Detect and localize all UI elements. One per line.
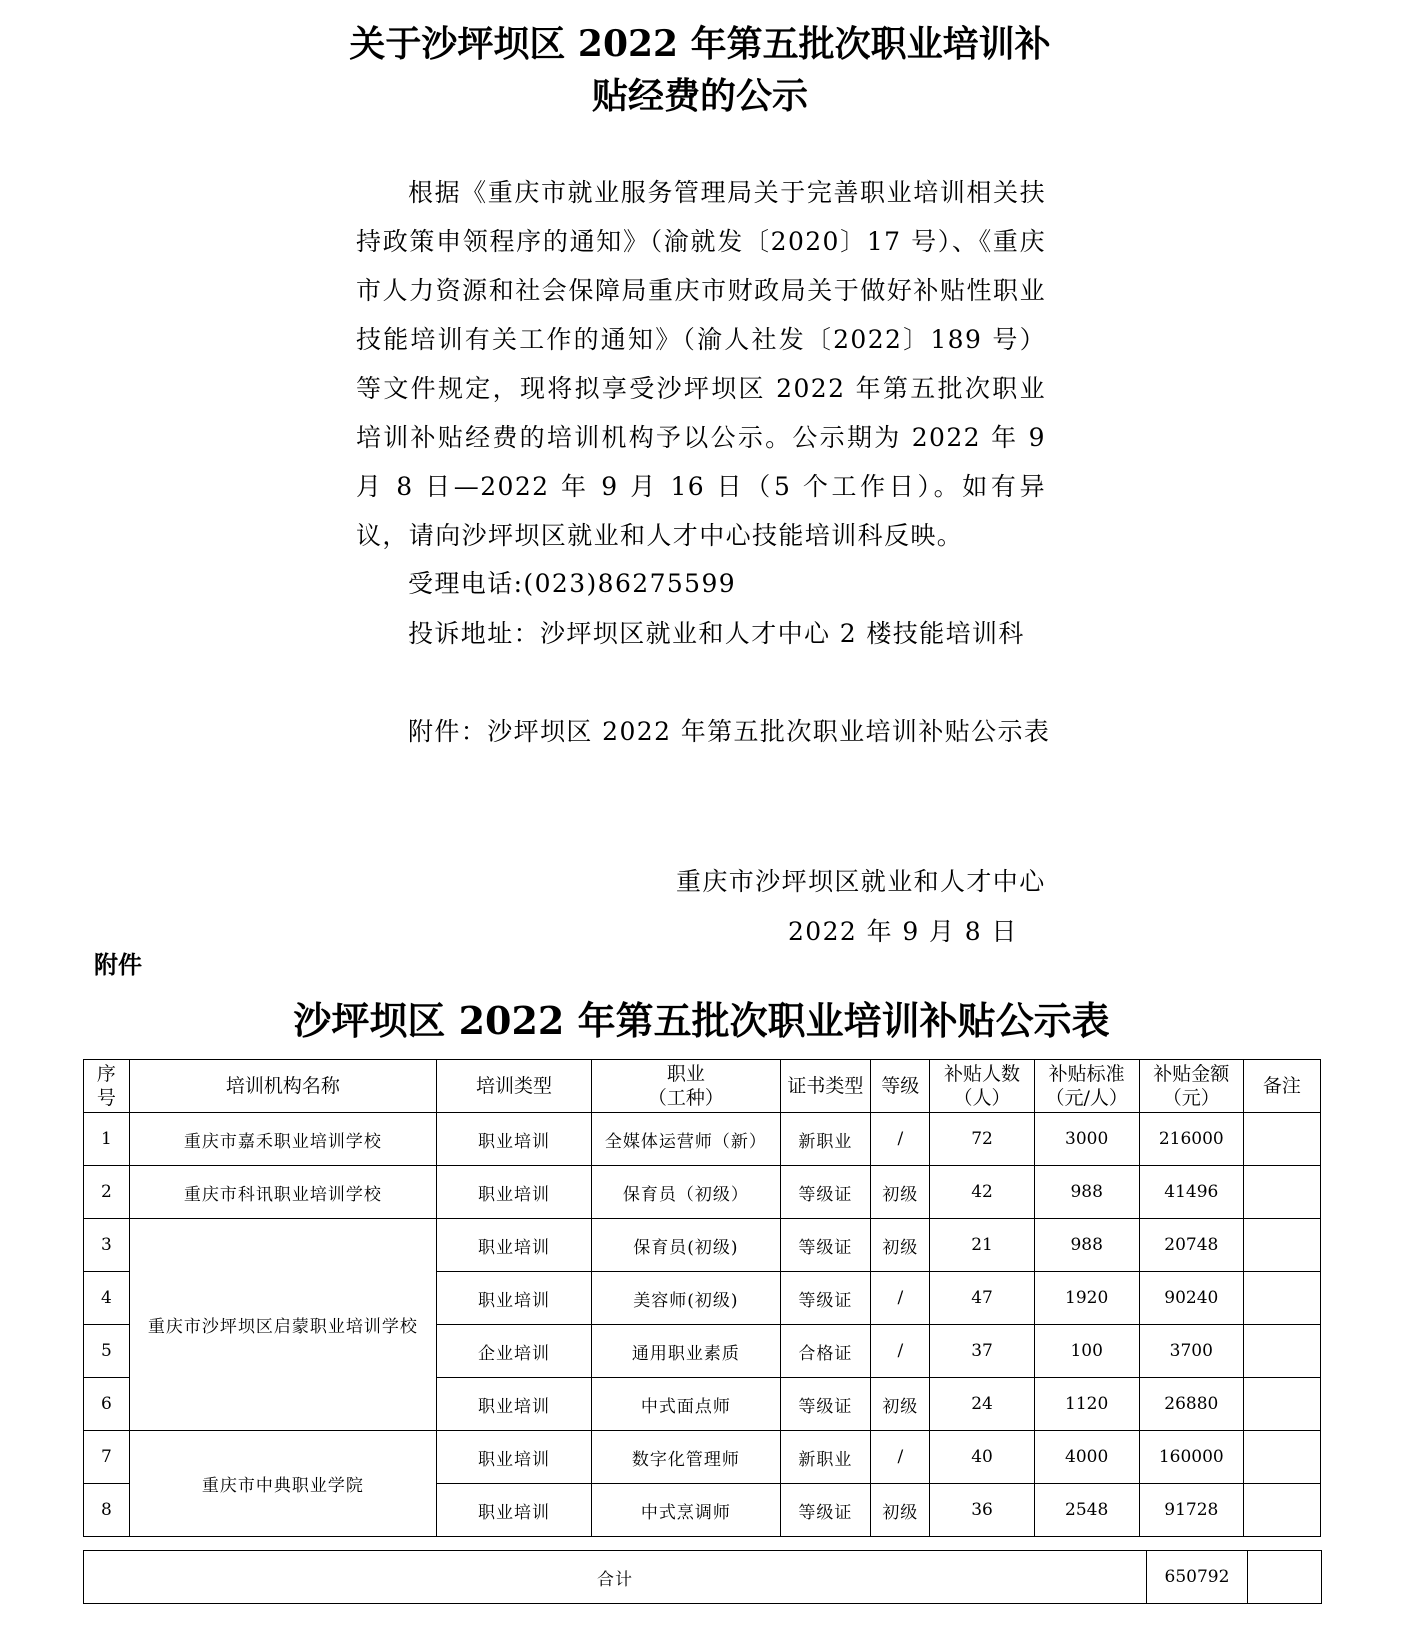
cell-training-type: 职业培训 [436, 1431, 591, 1484]
cell-count: 42 [930, 1166, 1034, 1219]
cell-occupation: 保育员（初级） [592, 1166, 780, 1219]
cell-occupation: 美容师(初级) [592, 1272, 780, 1325]
hotline-text: 受理电话:(023)86275599 [408, 569, 737, 598]
table-title: 沙坪坝区 2022 年第五批次职业培训补贴公示表 [293, 998, 1110, 1043]
cell-remark [1243, 1166, 1320, 1219]
header-count: 补贴人数 （人） [930, 1060, 1034, 1113]
cell-level: 初级 [871, 1378, 930, 1431]
cell-occupation: 全媒体运营师（新） [592, 1113, 780, 1166]
cell-level: / [871, 1113, 930, 1166]
cell-standard: 988 [1034, 1166, 1139, 1219]
cell-standard: 3000 [1034, 1113, 1139, 1166]
cell-occupation: 保育员(初级) [592, 1219, 780, 1272]
cell-amount: 216000 [1139, 1113, 1243, 1166]
cell-remark [1243, 1113, 1320, 1166]
cell-institution: 重庆市中典职业学院 [129, 1431, 436, 1537]
table-row [84, 1219, 1321, 1272]
notice-body-paragraph: 根据《重庆市就业服务管理局关于完善职业培训相关扶持政策申领程序的通知》（渝就发〔2020〕17 号）、《重庆市人力资源和社会保障局重庆市财政局关于做好补贴性职业技能培训有关工作的通知》（渝人社发〔2022〕189 号）等文件规定，现将拟享受沙坪坝区 2022 年第五批次职业培训补贴经费的培训机构予以公示。公示期为 2022 年 9 月 8 日—2022 年 9 月 16 日（5 个工作日）。如有异议，请向沙坪坝区就业和人才中心技能培训科反映。 [356, 178, 1046, 550]
table-header-row [84, 1060, 1321, 1113]
cell-certificate: 等级证 [780, 1378, 871, 1431]
cell-amount: 20748 [1139, 1219, 1243, 1272]
cell-count: 21 [930, 1219, 1034, 1272]
cell-level: 初级 [871, 1166, 930, 1219]
attachment-label: 附件 [94, 951, 142, 979]
cell-certificate: 新职业 [780, 1113, 871, 1166]
cell-certificate: 等级证 [780, 1219, 871, 1272]
subsidy-table [83, 1059, 1321, 1537]
notice-title-line-2: 贴经费的公示 [591, 75, 808, 117]
cell-amount: 160000 [1139, 1431, 1243, 1484]
cell-count: 47 [930, 1272, 1034, 1325]
cell-count: 24 [930, 1378, 1034, 1431]
total-table [83, 1550, 1322, 1604]
total-amount: 650792 [1147, 1551, 1248, 1604]
header-level: 等级 [871, 1060, 930, 1113]
cell-seq: 2 [84, 1166, 130, 1219]
table-row [84, 1431, 1321, 1484]
issuer-name: 重庆市沙坪坝区就业和人才中心 [676, 867, 1046, 896]
cell-standard: 2548 [1034, 1484, 1139, 1537]
cell-remark [1243, 1325, 1320, 1378]
cell-certificate: 等级证 [780, 1272, 871, 1325]
cell-amount: 90240 [1139, 1272, 1243, 1325]
table-row [84, 1113, 1321, 1166]
cell-training-type: 职业培训 [436, 1113, 591, 1166]
cell-level: / [871, 1325, 930, 1378]
cell-standard: 988 [1034, 1219, 1139, 1272]
total-remark [1248, 1551, 1322, 1604]
header-standard: 补贴标准 （元/人） [1034, 1060, 1139, 1113]
cell-certificate: 等级证 [780, 1484, 871, 1537]
attachment-note: 附件：沙坪坝区 2022 年第五批次职业培训补贴公示表 [408, 717, 1051, 746]
cell-count: 37 [930, 1325, 1034, 1378]
cell-training-type: 职业培训 [436, 1378, 591, 1431]
notice-title [340, 18, 1060, 122]
cell-seq: 5 [84, 1325, 130, 1378]
cell-occupation: 通用职业素质 [592, 1325, 780, 1378]
cell-institution: 重庆市沙坪坝区启蒙职业培训学校 [129, 1219, 436, 1431]
cell-seq: 7 [84, 1431, 130, 1484]
cell-training-type: 企业培训 [436, 1325, 591, 1378]
cell-count: 36 [930, 1484, 1034, 1537]
header-amount: 补贴金额 （元） [1139, 1060, 1243, 1113]
cell-standard: 1920 [1034, 1272, 1139, 1325]
total-label: 合计 [84, 1551, 1147, 1604]
header-seq: 序 号 [84, 1060, 130, 1113]
cell-certificate: 等级证 [780, 1166, 871, 1219]
cell-remark [1243, 1378, 1320, 1431]
header-certificate: 证书类型 [780, 1060, 871, 1113]
cell-training-type: 职业培训 [436, 1484, 591, 1537]
cell-occupation: 中式烹调师 [592, 1484, 780, 1537]
cell-count: 72 [930, 1113, 1034, 1166]
cell-remark [1243, 1272, 1320, 1325]
cell-seq: 3 [84, 1219, 130, 1272]
cell-training-type: 职业培训 [436, 1272, 591, 1325]
cell-seq: 4 [84, 1272, 130, 1325]
cell-seq: 8 [84, 1484, 130, 1537]
cell-level: / [871, 1272, 930, 1325]
header-institution: 培训机构名称 [129, 1060, 436, 1113]
cell-institution: 重庆市嘉禾职业培训学校 [129, 1113, 436, 1166]
total-row [84, 1551, 1322, 1604]
cell-training-type: 职业培训 [436, 1219, 591, 1272]
complaint-address-text: 投诉地址：沙坪坝区就业和人才中心 2 楼技能培训科 [408, 619, 1025, 648]
cell-occupation: 数字化管理师 [592, 1431, 780, 1484]
cell-standard: 100 [1034, 1325, 1139, 1378]
cell-remark [1243, 1219, 1320, 1272]
header-training-type: 培训类型 [436, 1060, 591, 1113]
cell-remark [1243, 1484, 1320, 1537]
cell-seq: 6 [84, 1378, 130, 1431]
cell-occupation: 中式面点师 [592, 1378, 780, 1431]
cell-level: 初级 [871, 1484, 930, 1537]
cell-remark [1243, 1431, 1320, 1484]
cell-seq: 1 [84, 1113, 130, 1166]
cell-amount: 41496 [1139, 1166, 1243, 1219]
cell-level: / [871, 1431, 930, 1484]
cell-amount: 91728 [1139, 1484, 1243, 1537]
cell-level: 初级 [871, 1219, 930, 1272]
header-occupation: 职业 （工种） [592, 1060, 780, 1113]
cell-standard: 4000 [1034, 1431, 1139, 1484]
cell-training-type: 职业培训 [436, 1166, 591, 1219]
issue-date: 2022 年 9 月 8 日 [788, 917, 1018, 946]
cell-certificate: 合格证 [780, 1325, 871, 1378]
cell-count: 40 [930, 1431, 1034, 1484]
cell-institution: 重庆市科讯职业培训学校 [129, 1166, 436, 1219]
table-row [84, 1166, 1321, 1219]
header-remark: 备注 [1243, 1060, 1320, 1113]
notice-body [356, 168, 1046, 560]
cell-amount: 3700 [1139, 1325, 1243, 1378]
cell-standard: 1120 [1034, 1378, 1139, 1431]
cell-certificate: 新职业 [780, 1431, 871, 1484]
cell-amount: 26880 [1139, 1378, 1243, 1431]
notice-title-line-1: 关于沙坪坝区 2022 年第五批次职业培训补 [349, 23, 1051, 65]
